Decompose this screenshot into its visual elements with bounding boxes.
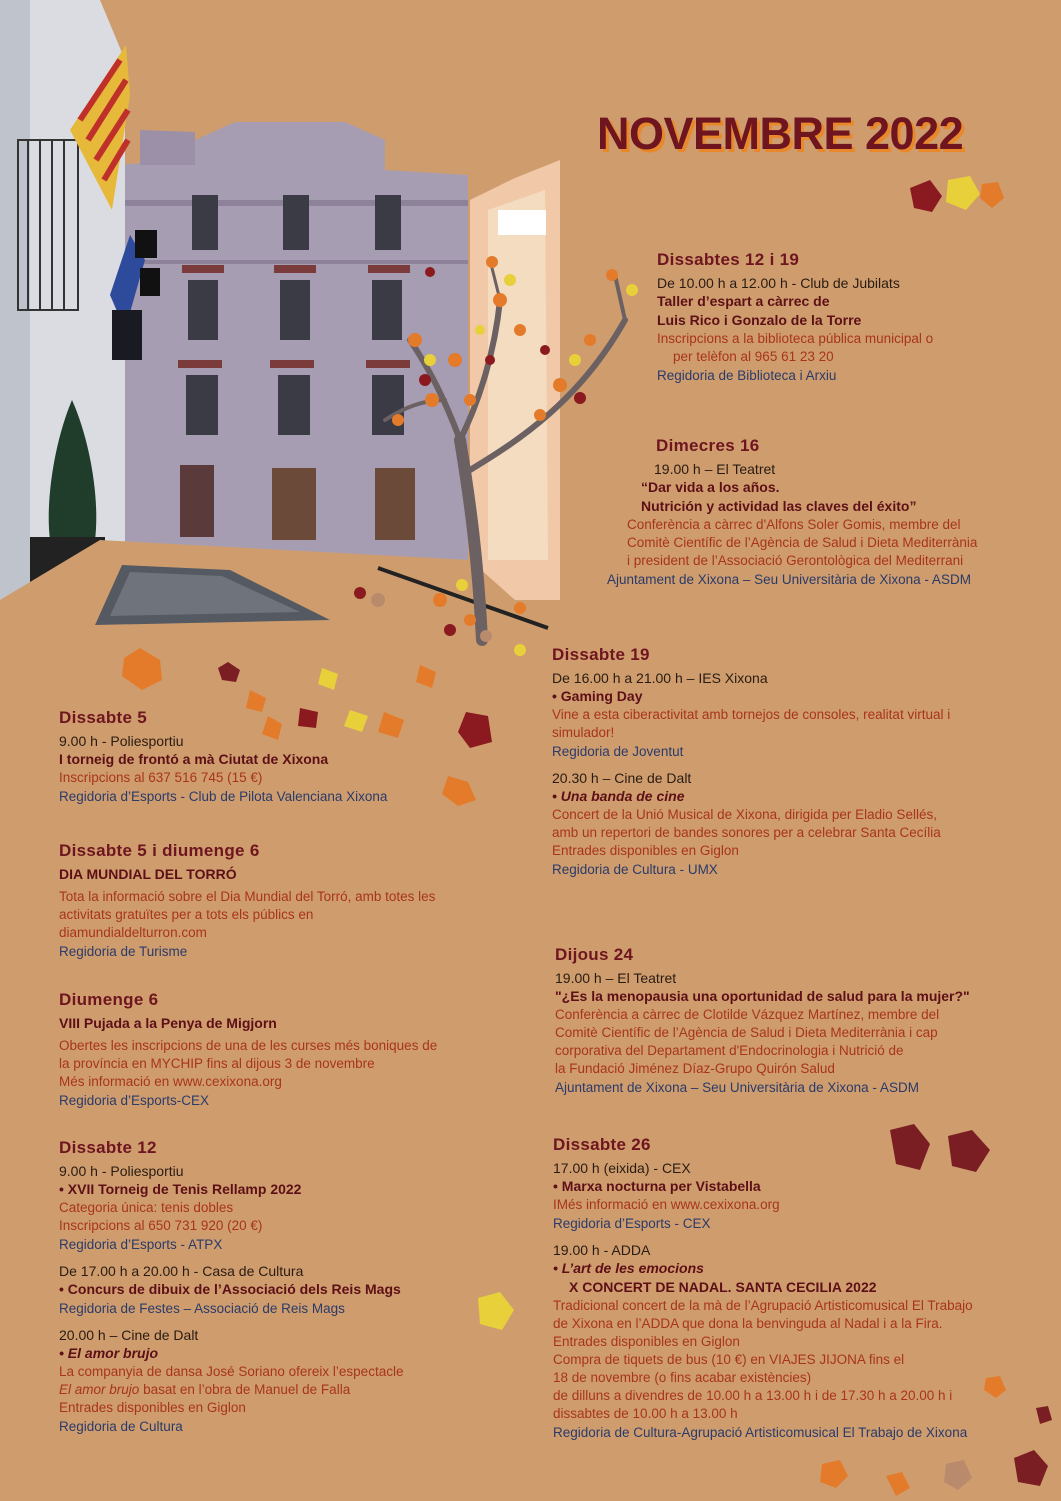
event-info: Inscripcions a la biblioteca pública municipal o [657, 331, 934, 346]
event-info: de dilluns a divendres de 10.00 h a 13.00 h i de 17.30 h a 20.00 h i [553, 1388, 953, 1403]
event-dissabte-12 [59, 1138, 499, 1436]
event-info: 18 de novembre (o fins acabar existències) [553, 1370, 812, 1385]
event-time: De 17.00 h a 20.00 h - Casa de Cultura [59, 1263, 304, 1279]
event-organizer: Ajuntament de Xixona – Seu Universitària de Xixona - ASDM [607, 572, 971, 587]
event-name: Taller d’espart a càrrec de [657, 293, 830, 309]
event-organizer: Regidoria d’Esports - ATPX [59, 1237, 223, 1252]
event-day: Dijous 24 [555, 945, 634, 964]
event-info: Inscripcions al 650 731 920 (20 €) [59, 1218, 263, 1233]
event-organizer: Regidoria de Turisme [59, 944, 188, 959]
event-info: Tradicional concert de la mà de l’Agrupació Artisticomusical El Trabajo [553, 1298, 973, 1313]
event-info: de Xixona en l’ADDA que dona la benvinguda al Nadal i a la Fira. [553, 1316, 943, 1331]
event-info: la província en MYCHIP fins al dijous 3 de novembre [59, 1056, 375, 1071]
event-day: Diumenge 6 [59, 990, 159, 1009]
event-dissabtes-12-19 [657, 250, 933, 385]
event-day: Dimecres 16 [656, 436, 760, 455]
event-organizer: Regidoria d’Esports - CEX [553, 1216, 711, 1231]
event-info: corporativa del Departament d'Endocrinologia i Nutrició de [555, 1043, 904, 1058]
event-organizer: Regidoria de Cultura-Agrupació Artisticomusical El Trabajo de Xixona [553, 1425, 968, 1440]
event-dissabte-26 [553, 1135, 1033, 1442]
page-title: NOVEMBRE 2022 [597, 108, 964, 159]
event-info: activitats gratuïtes per a tots els públics en [59, 907, 314, 922]
event-info: Conferència a càrrec de Clotilde Vázquez Martínez, membre del [555, 1007, 940, 1022]
event-time: 20.30 h – Cine de Dalt [552, 770, 692, 786]
event-time: 9.00 h - Poliesportiu [59, 1163, 184, 1179]
event-info: basat en l’obra de Manuel de Falla [143, 1382, 351, 1397]
event-info: Entrades disponibles en Giglon [552, 843, 739, 858]
event-name: • Una banda de cine [552, 787, 1012, 806]
event-organizer: Regidoria d’Esports - Club de Pilota Valenciana Xixona [59, 789, 388, 804]
event-info: dissabtes de 10.00 h a 13.00 h [553, 1406, 738, 1421]
event-name: “Dar vida a los años. [641, 479, 780, 495]
event-info: Més informació en www.cexixona.org [59, 1074, 282, 1089]
event-dissabte-19 [552, 645, 1012, 879]
event-name: • Concurs de dibuix de l’Associació dels Reis Mags [59, 1280, 499, 1299]
event-organizer: Regidoria de Joventut [552, 744, 684, 759]
event-diumenge-6 [59, 990, 499, 1110]
event-day: Dissabtes 12 i 19 [657, 250, 800, 269]
event-info: per telèfon al 965 61 23 20 [673, 349, 834, 364]
event-time: 19.00 h – El Teatret [654, 461, 776, 477]
event-time: De 16.00 h a 21.00 h – IES Xixona [552, 670, 768, 686]
event-name: I torneig de frontó a mà Ciutat de Xixona [59, 751, 329, 767]
event-organizer: Regidoria de Cultura [59, 1419, 183, 1434]
event-info: Concert de la Unió Musical de Xixona, dirigida per Eladio Sellés, [552, 807, 937, 822]
event-day: Dissabte 19 [552, 645, 650, 664]
event-info: Obertes les inscripcions de una de les curses més boniques de [59, 1038, 438, 1053]
event-info: La companyia de dansa José Soriano ofereix l’espectacle [59, 1364, 404, 1379]
event-day: Dissabte 26 [553, 1135, 651, 1154]
event-name: DIA MUNDIAL DEL TORRÓ [59, 866, 237, 882]
event-info: Categoria única: tenis dobles [59, 1200, 234, 1215]
event-dimecres-16 [607, 436, 977, 589]
event-info: i president de l’Associació Gerontològica del Mediterrani [627, 553, 964, 568]
event-time: 19.00 h - ADDA [553, 1242, 651, 1258]
event-info: amb un repertori de bandes sonores per a celebrar Santa Cecília [552, 825, 941, 840]
event-name: • Marxa nocturna per Vistabella [553, 1177, 1033, 1196]
event-name: Luis Rico i Gonzalo de la Torre [657, 312, 862, 328]
event-name: • Gaming Day [552, 687, 1012, 706]
event-info: Inscripcions al 637 516 745 (15 €) [59, 770, 263, 785]
event-name: VIII Pujada a la Penya de Migjorn [59, 1015, 277, 1031]
event-name: Nutrición y actividad las claves del éxito” [641, 498, 917, 514]
event-organizer: Regidoria de Biblioteca i Arxiu [657, 368, 837, 383]
event-info: Tota la informació sobre el Dia Mundial del Torró, amb totes les [59, 889, 436, 904]
event-info: simulador! [552, 725, 615, 740]
event-time: 19.00 h – El Teatret [555, 970, 677, 986]
event-info: Vine a esta ciberactivitat amb tornejos de consoles, realitat virtual i [552, 707, 951, 722]
event-organizer: Regidoria de Cultura - UMX [552, 862, 718, 877]
event-info: la Fundació Jiménez Díaz-Grupo Quirón Salud [555, 1061, 835, 1076]
event-name: "¿Es la menopausia una oportunidad de salud para la mujer?" [555, 988, 970, 1004]
event-info: IMés informació en www.cexixona.org [553, 1197, 780, 1212]
event-organizer: Regidoria d’Esports-CEX [59, 1093, 210, 1108]
event-dijous-24 [555, 945, 1035, 1097]
event-day: Dissabte 12 [59, 1138, 157, 1157]
event-name: • XVII Torneig de Tenis Rellamp 2022 [59, 1180, 499, 1199]
event-info: Compra de tiquets de bus (10 €) en VIAJES JIJONA fins el [553, 1352, 905, 1367]
event-dissabte-5-diumenge-6 [59, 841, 499, 961]
event-time: 17.00 h (eixida) - CEX [553, 1160, 691, 1176]
event-time: 20.00 h – Cine de Dalt [59, 1327, 199, 1343]
event-info-italic: El amor brujo [59, 1382, 140, 1397]
event-dissabte-5 [59, 708, 499, 806]
event-name: • L’art de les emocions [553, 1259, 1033, 1278]
event-time: De 10.00 h a 12.00 h - Club de Jubilats [657, 275, 900, 291]
event-info: Conferència a càrrec d'Alfons Soler Gomis, membre del [627, 517, 961, 532]
event-subtitle: X CONCERT DE NADAL. SANTA CECILIA 2022 [569, 1279, 877, 1295]
event-day: Dissabte 5 [59, 708, 148, 727]
event-day: Dissabte 5 i diumenge 6 [59, 841, 260, 860]
event-organizer: Ajuntament de Xixona – Seu Universitària de Xixona - ASDM [555, 1080, 919, 1095]
event-info: diamundialdelturron.com [59, 925, 207, 940]
event-time: 9.00 h - Poliesportiu [59, 733, 184, 749]
event-info: Entrades disponibles en Giglon [553, 1334, 740, 1349]
event-info: Comitè Científic de l’Agència de Salud i Dieta Mediterrània [627, 535, 978, 550]
event-info [59, 1381, 499, 1399]
event-organizer: Regidoria de Festes – Associació de Reis Mags [59, 1301, 345, 1316]
event-info: Comitè Científic de l’Agència de Salud i Dieta Mediterrània i cap [555, 1025, 938, 1040]
event-info: Entrades disponibles en Giglon [59, 1400, 246, 1415]
event-name: • El amor brujo [59, 1344, 499, 1363]
